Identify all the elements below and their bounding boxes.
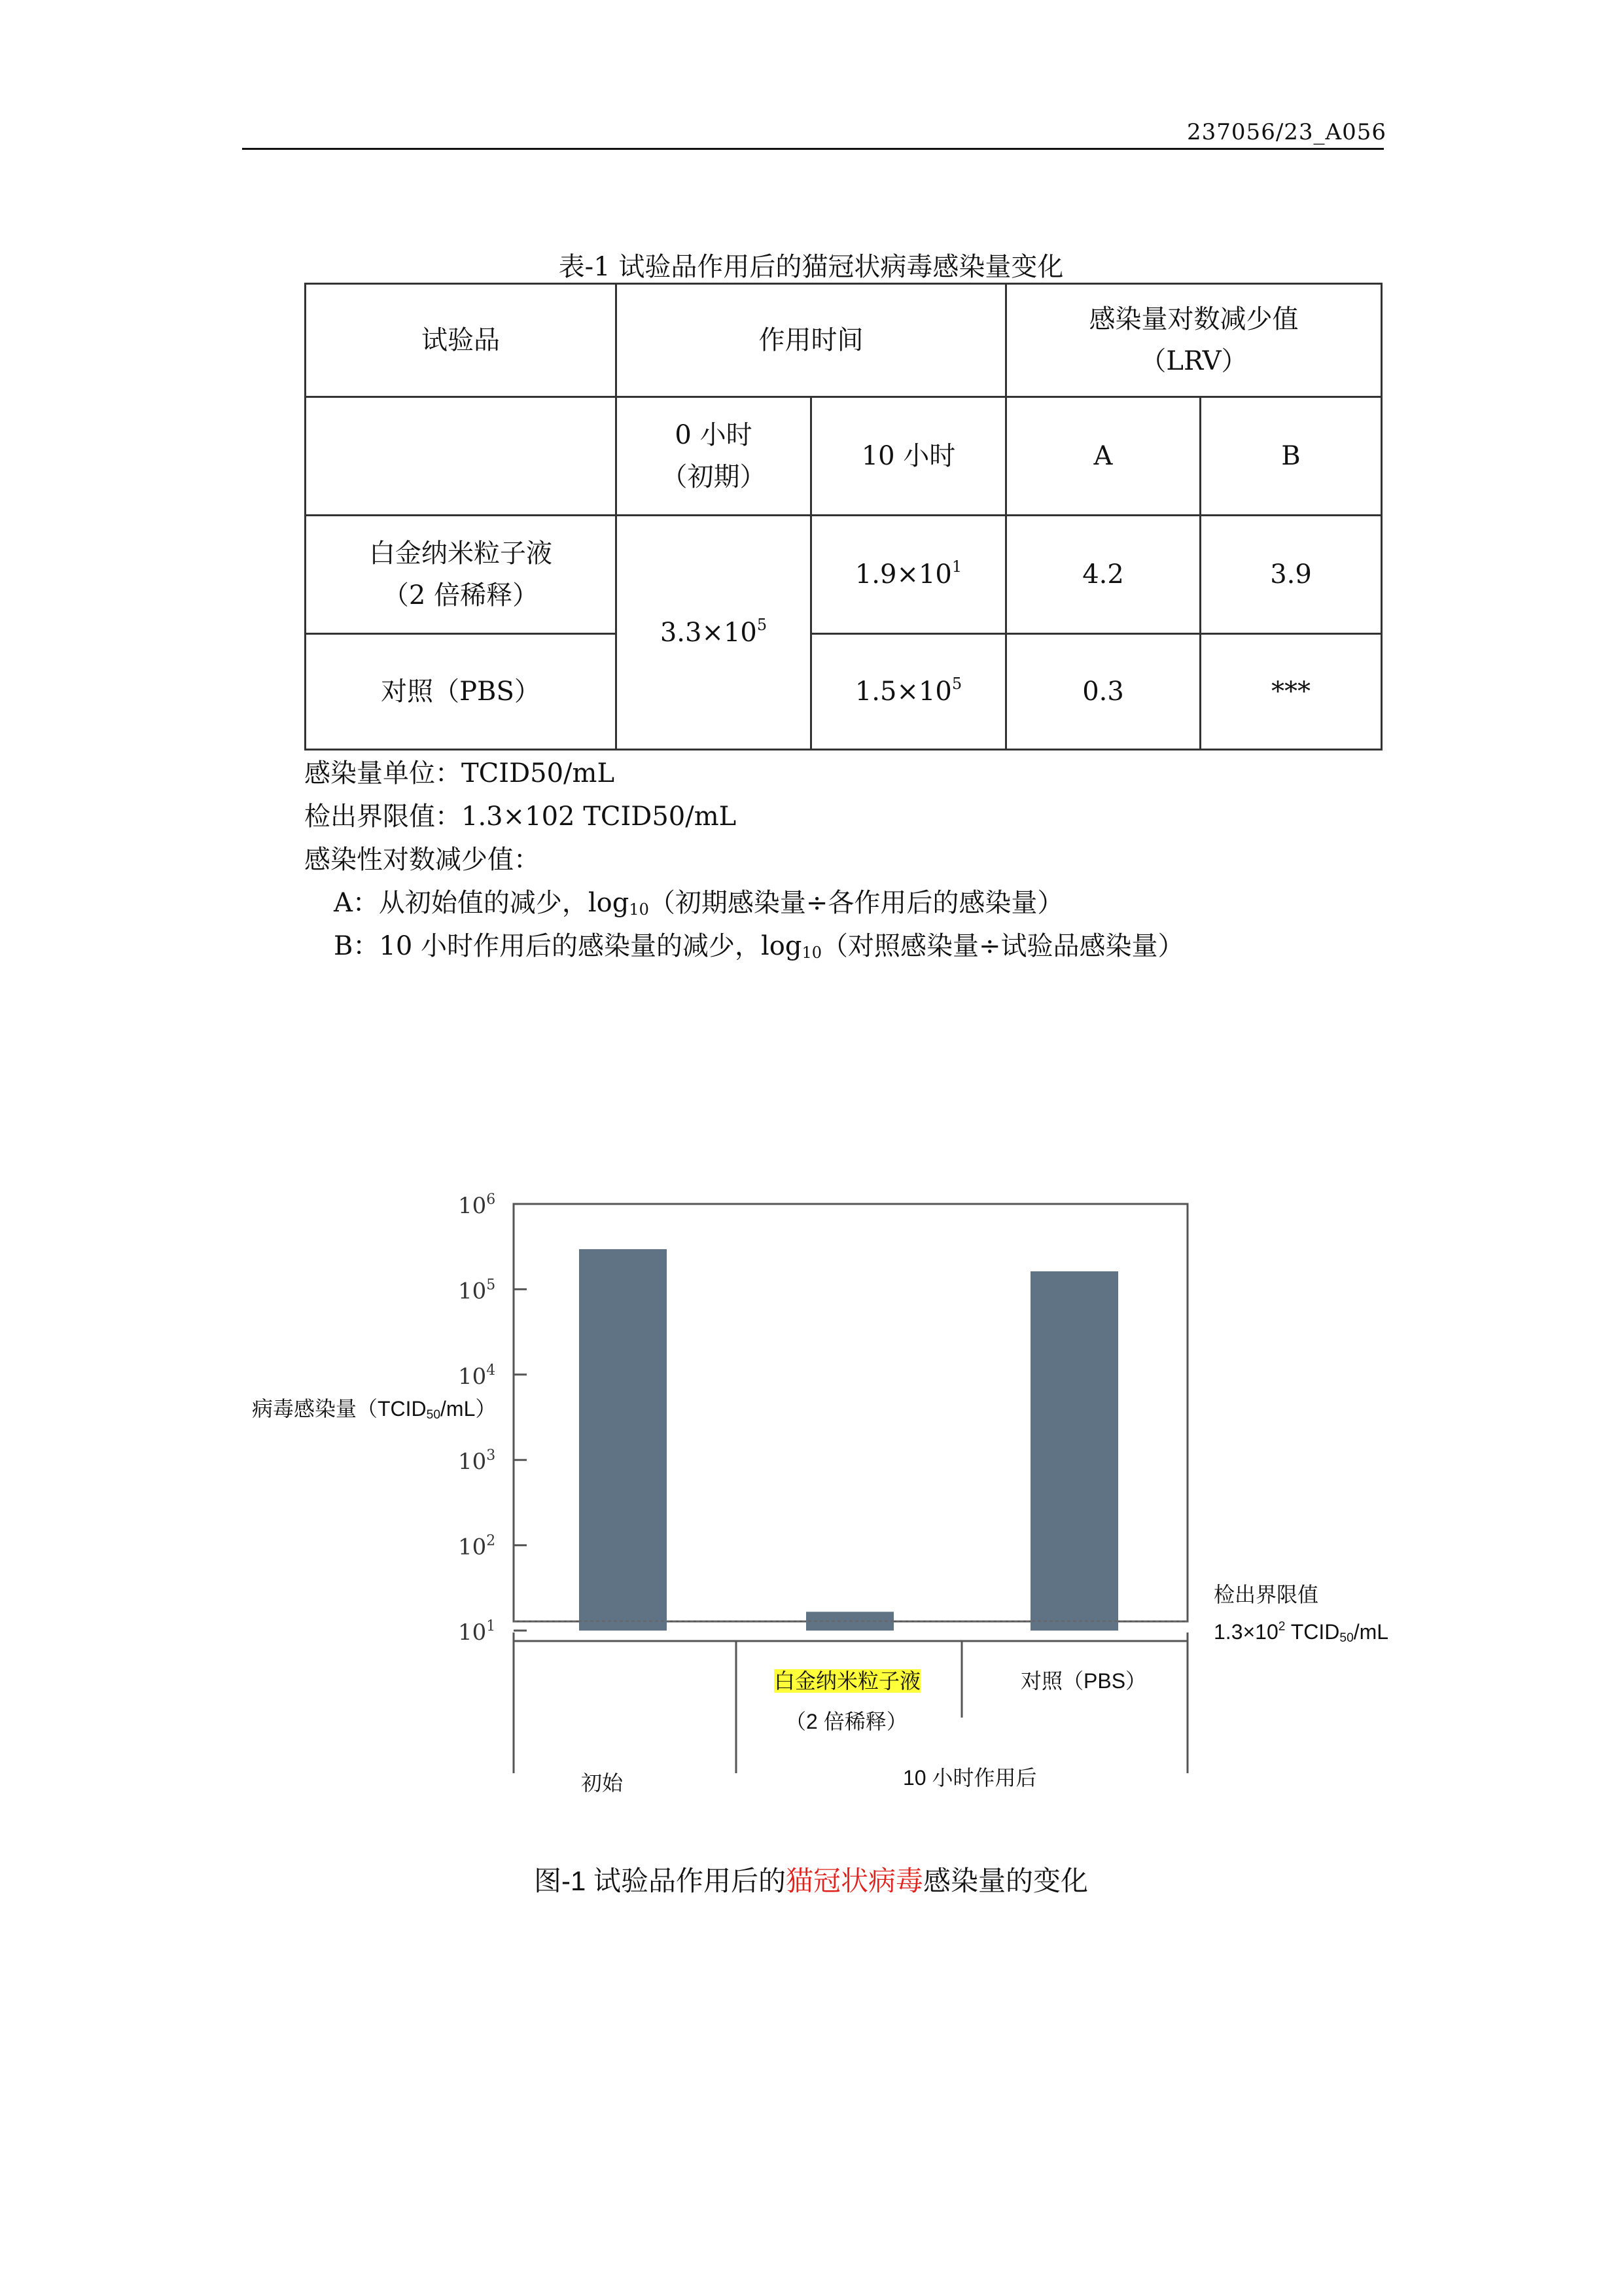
- figure-caption: 图-1 试验品作用后的猫冠状病毒感染量的变化: [533, 1865, 1089, 1896]
- header-time: 作用时间: [616, 284, 1006, 397]
- category-label-initial: 初始: [581, 1771, 624, 1795]
- row-name-line1: 白金纳米粒子液: [369, 539, 552, 569]
- note-a: A：从初始值的减少，$\log_{10}$（初期感染量÷各作用后的感染量）: [334, 888, 1064, 919]
- note-b: B：10 小时作用后的感染量的减少，$\log_{10}$（对照感染量÷试验品感染量）: [334, 931, 1184, 962]
- bar-pbs: [1031, 1271, 1118, 1631]
- row-name: 对照（PBS）: [306, 634, 616, 750]
- header-t10: 10 小时: [811, 397, 1006, 516]
- header-b: B: [1201, 397, 1382, 516]
- header-sample: 试验品: [306, 284, 616, 397]
- y-tick-label: $10^6$: [458, 1192, 496, 1219]
- y-tick-label: $10^1$: [458, 1618, 496, 1646]
- y-tick-label: $10^2$: [458, 1532, 496, 1561]
- initial-value: $3.3\times 10^5$: [616, 516, 811, 750]
- note-lrv-title: 感染性对数减少值：: [304, 845, 540, 875]
- header-a: A: [1006, 397, 1201, 516]
- t10-value: $1.9\times 10^1$: [811, 516, 1006, 634]
- category-label-pbs: 对照（PBS）: [1021, 1669, 1147, 1693]
- table-caption: 表-1 试验品作用后的猫冠状病毒感染量变化: [558, 252, 1064, 282]
- header-lrv-line2: （LRV）: [1140, 346, 1248, 376]
- bars: [579, 1249, 1118, 1631]
- lrv-b-value: ***: [1201, 634, 1382, 750]
- y-axis-label: 病毒感染量$(TCID_{50}/mL)$: [252, 1397, 497, 1422]
- lrv-a-value: 4.2: [1006, 516, 1201, 634]
- category-label-after-10h: 10 小时作用后: [903, 1766, 1037, 1790]
- header-t0-line1: 0 小时: [675, 420, 752, 450]
- row-name-line2: （2 倍稀释）: [382, 580, 539, 610]
- lrv-a-value: 0.3: [1006, 634, 1201, 750]
- document-id: 237056/23_A056: [1187, 119, 1386, 145]
- detection-limit-label: 检出界限值: [1214, 1583, 1319, 1606]
- t10-value: $1.5\times 10^5$: [811, 634, 1006, 750]
- y-tick-label: $10^3$: [458, 1447, 496, 1475]
- lrv-b-value: 3.9: [1201, 516, 1382, 634]
- y-tick-label: $10^4$: [458, 1362, 496, 1390]
- note-detection-limit: 检出界限值：1.3×102 TCID50/mL: [304, 802, 737, 832]
- category-label-platinum-dilution: （2 倍稀释）: [785, 1710, 908, 1733]
- header-t0-line2: （初期）: [661, 462, 766, 492]
- category-label-platinum: 白金纳米粒子液: [774, 1669, 921, 1693]
- detection-limit-value: $1.3\times 10^2$ $TCID_{50}/mL$: [1214, 1619, 1389, 1645]
- y-tick-label: $10^5$: [458, 1277, 496, 1305]
- bar-initial: [579, 1249, 667, 1631]
- header-lrv-line1: 感染量对数减少值: [1089, 304, 1299, 334]
- note-unit: 感染量单位：TCID50/mL: [304, 758, 615, 788]
